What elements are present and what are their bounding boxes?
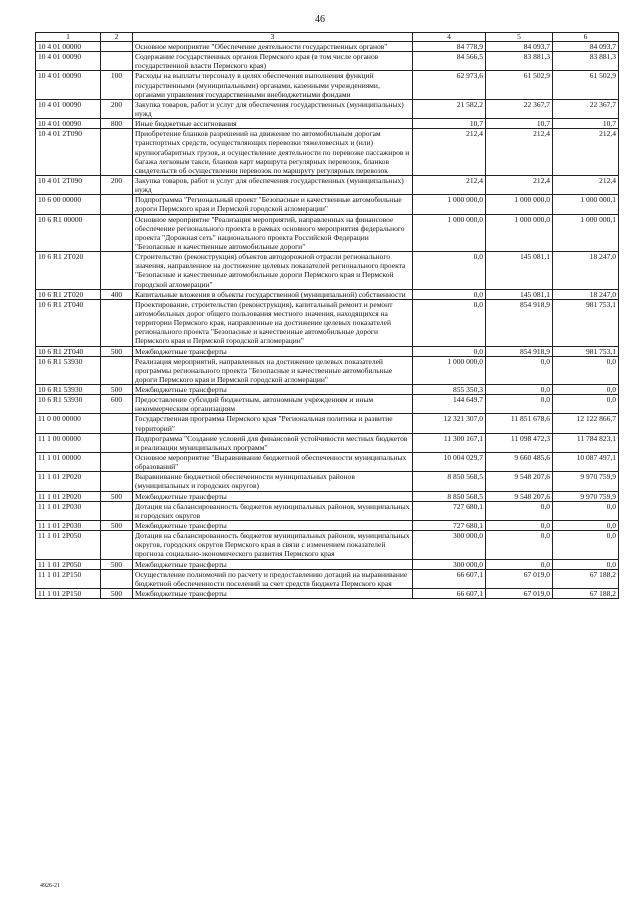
- row-amount-col5: 9 660 485,6: [486, 453, 553, 472]
- row-code-cell: 11 0 00 00000: [36, 414, 101, 433]
- row-amount-col6: 67 188,2: [553, 569, 619, 588]
- row-code-cell: 11 1 01 2Р020: [36, 491, 101, 501]
- row-amount-col5: 9 548 207,6: [486, 472, 553, 491]
- row-amount-col6: 0,0: [553, 521, 619, 531]
- row-amount-col4: 84 778,9: [413, 42, 486, 52]
- table-row: [36, 414, 619, 433]
- row-amount-col5: 0,0: [486, 395, 553, 414]
- row-amount-col4: 8 850 568,5: [413, 491, 486, 501]
- row-amount-col6: 212,4: [553, 175, 619, 194]
- table-row: [36, 453, 619, 472]
- row-amount-col4: 1 000 000,0: [413, 214, 486, 252]
- row-amount-col6: 0,0: [553, 395, 619, 414]
- row-amount-col5: 1 000 000,0: [486, 195, 553, 214]
- row-expense-type-cell: [101, 129, 133, 176]
- row-expense-type-cell: 200: [101, 175, 133, 194]
- row-amount-col5: 10,7: [486, 119, 553, 129]
- row-amount-col6: 22 367,7: [553, 99, 619, 118]
- row-amount-col6: 1 000 000,1: [553, 195, 619, 214]
- row-expense-type-cell: [101, 195, 133, 214]
- column-header: 5: [486, 33, 553, 42]
- row-amount-col6: 212,4: [553, 129, 619, 176]
- row-amount-col4: 727 680,1: [413, 521, 486, 531]
- row-name-cell: Межбюджетные трансферты: [133, 559, 413, 569]
- row-amount-col6: 10 087 497,1: [553, 453, 619, 472]
- row-code-cell: 10 6 R1 2Т020: [36, 289, 101, 299]
- row-expense-type-cell: 600: [101, 395, 133, 414]
- column-header: 4: [413, 33, 486, 42]
- row-expense-type-cell: [101, 433, 133, 452]
- row-amount-col5: 0,0: [486, 356, 553, 384]
- row-amount-col5: 0,0: [486, 521, 553, 531]
- row-name-cell: Дотация на сбалансированность бюджетов муниципальных районов, муниципальных и городских округов: [133, 501, 413, 520]
- row-code-cell: 10 6 R1 53930: [36, 356, 101, 384]
- row-amount-col6: 67 188,2: [553, 589, 619, 599]
- row-amount-col4: 212,4: [413, 129, 486, 176]
- row-amount-col4: 66 607,1: [413, 589, 486, 599]
- row-expense-type-cell: [101, 414, 133, 433]
- row-name-cell: Выравнивание бюджетной обеспеченности муниципальных районов (муниципальных и городских округов): [133, 472, 413, 491]
- table-row: [36, 395, 619, 414]
- row-name-cell: Дотация на сбалансированность бюджетов муниципальных районов, муниципальных округов, городских округов Пермского края в связи с изменением показателей прогноза социально-экономического развития Пермского края: [133, 531, 413, 559]
- row-code-cell: 11 1 01 2Р050: [36, 559, 101, 569]
- row-code-cell: 10 4 01 00090: [36, 119, 101, 129]
- row-amount-col5: 0,0: [486, 531, 553, 559]
- row-code-cell: 10 6 R1 2Т040: [36, 299, 101, 346]
- table-row: [36, 119, 619, 129]
- row-amount-col4: 62 973,6: [413, 71, 486, 99]
- column-header: 6: [553, 33, 619, 42]
- row-code-cell: 10 4 01 2Т090: [36, 175, 101, 194]
- row-code-cell: 10 6 R1 53930: [36, 385, 101, 395]
- row-code-cell: 10 4 01 00090: [36, 52, 101, 71]
- table-row: [36, 559, 619, 569]
- row-name-cell: Основное мероприятие "Реализация мероприятий, направленных на финансовое обеспечение регионального проекта в рамках основного мероприятия федерального проекта "Дорожная сеть" национального проекта Российской Федерации "Безопасные и качественные автомобильные дороги": [133, 214, 413, 252]
- row-amount-col4: 8 850 568,5: [413, 472, 486, 491]
- row-name-cell: Межбюджетные трансферты: [133, 385, 413, 395]
- row-amount-col5: 854 918,9: [486, 299, 553, 346]
- row-name-cell: Межбюджетные трансферты: [133, 491, 413, 501]
- row-expense-type-cell: 200: [101, 99, 133, 118]
- table-body: [36, 33, 619, 599]
- row-name-cell: Межбюджетные трансферты: [133, 521, 413, 531]
- footer-code: 4926-21: [40, 883, 60, 889]
- row-amount-col5: 11 851 678,6: [486, 414, 553, 433]
- row-expense-type-cell: [101, 299, 133, 346]
- row-amount-col4: 11 300 167,1: [413, 433, 486, 452]
- row-name-cell: Предоставление субсидий бюджетным, автономным учреждениям и иным некоммерческим организациям: [133, 395, 413, 414]
- table-row: [36, 491, 619, 501]
- row-amount-col5: 67 019,0: [486, 569, 553, 588]
- row-expense-type-cell: 500: [101, 521, 133, 531]
- table-row: [36, 531, 619, 559]
- row-amount-col4: 66 607,1: [413, 569, 486, 588]
- table-row: [36, 252, 619, 290]
- row-amount-col6: 84 093,7: [553, 42, 619, 52]
- row-code-cell: 11 1 00 00000: [36, 433, 101, 452]
- row-amount-col6: 18 247,0: [553, 289, 619, 299]
- budget-table: [35, 32, 619, 599]
- row-amount-col4: 300 000,0: [413, 559, 486, 569]
- row-name-cell: Закупка товаров, работ и услуг для обеспечения государственных (муниципальных) нужд: [133, 99, 413, 118]
- row-amount-col5: 67 019,0: [486, 589, 553, 599]
- column-header: 2: [101, 33, 133, 42]
- table-row: [36, 99, 619, 118]
- row-amount-col4: 300 000,0: [413, 531, 486, 559]
- row-code-cell: 10 4 01 00000: [36, 42, 101, 52]
- table-row: [36, 71, 619, 99]
- row-amount-col5: 0,0: [486, 559, 553, 569]
- table-row: [36, 289, 619, 299]
- row-name-cell: Капитальные вложения в объекты государственной (муниципальной) собственности: [133, 289, 413, 299]
- row-expense-type-cell: 500: [101, 385, 133, 395]
- row-name-cell: Подпрограмма "Региональный проект "Безопасные и качественные автомобильные дороги Пермского края и Пермской городской агломерации": [133, 195, 413, 214]
- row-expense-type-cell: [101, 569, 133, 588]
- row-expense-type-cell: 400: [101, 289, 133, 299]
- table-row: [36, 129, 619, 176]
- row-expense-type-cell: 100: [101, 71, 133, 99]
- row-name-cell: Содержание государственных органов Пермского края (в том числе органов государственной власти Пермского края): [133, 52, 413, 71]
- row-expense-type-cell: 500: [101, 589, 133, 599]
- row-amount-col6: 0,0: [553, 356, 619, 384]
- row-amount-col4: 0,0: [413, 289, 486, 299]
- row-name-cell: Межбюджетные трансферты: [133, 589, 413, 599]
- row-name-cell: Основное мероприятие "Обеспечение деятельности государственных органов": [133, 42, 413, 52]
- row-amount-col4: 84 566,5: [413, 52, 486, 71]
- row-amount-col4: 0,0: [413, 252, 486, 290]
- row-amount-col5: 22 367,7: [486, 99, 553, 118]
- row-name-cell: Строительство (реконструкция) объектов автодорожной отрасли регионального значения, направленное на достижение целевых показателей регионального проекта "Безопасные и качественные автомобильные дороги Пермского края и Пермской городской агломерации": [133, 252, 413, 290]
- row-code-cell: 11 1 01 2Р030: [36, 521, 101, 531]
- row-amount-col6: 9 970 759,9: [553, 491, 619, 501]
- row-code-cell: 10 6 R1 2Т020: [36, 252, 101, 290]
- row-expense-type-cell: [101, 472, 133, 491]
- row-amount-col6: 18 247,0: [553, 252, 619, 290]
- row-name-cell: Проектирование, строительство (реконструкция), капитальный ремонт и ремонт автомобильных дорог общего пользования местного значения, находящихся на территории Пермского края, направленные на достижение целевых показателей регионального проекта "Безопасные и качественные автомобильные дороги Пермского края и Пермской городской агломерации": [133, 299, 413, 346]
- row-code-cell: 11 1 01 2Р150: [36, 569, 101, 588]
- row-name-cell: Расходы на выплаты персоналу в целях обеспечения выполнения функций государственными (муниципальными) органами, казенными учреждениями, органами управления государственными внебюджетными фондами: [133, 71, 413, 99]
- table-row: [36, 589, 619, 599]
- row-name-cell: Приобретение бланков разрешений на движение по автомобильным дорогам транспортных средств, осуществляющих перевозки тяжеловесных и (или) крупногабаритных грузов, и осуществление деятельности по перевозке пассажиров и багажа легковым такси, бланков карт маршрута регулярных перевозок, бланков свидетельств об осуществлении перевозок по маршруту регулярных перевозок: [133, 129, 413, 176]
- row-amount-col4: 10,7: [413, 119, 486, 129]
- row-name-cell: Реализация мероприятий, направленных на достижение целевых показателей программы регионального проекта "Безопасные и качественные автомобильные дороги Пермского края и Пермской городской агломерации": [133, 356, 413, 384]
- page-number: 46: [315, 14, 325, 25]
- row-expense-type-cell: [101, 214, 133, 252]
- row-amount-col6: 61 502,9: [553, 71, 619, 99]
- row-code-cell: 10 4 01 00090: [36, 99, 101, 118]
- row-amount-col5: 0,0: [486, 501, 553, 520]
- column-header: 3: [133, 33, 413, 42]
- row-name-cell: Межбюджетные трансферты: [133, 346, 413, 356]
- row-expense-type-cell: [101, 453, 133, 472]
- row-expense-type-cell: [101, 356, 133, 384]
- row-amount-col4: 727 680,1: [413, 501, 486, 520]
- table-row: [36, 433, 619, 452]
- row-amount-col6: 0,0: [553, 531, 619, 559]
- table-row: [36, 299, 619, 346]
- row-amount-col6: 0,0: [553, 559, 619, 569]
- row-amount-col4: 144 649,7: [413, 395, 486, 414]
- row-amount-col4: 21 582,2: [413, 99, 486, 118]
- row-name-cell: Подпрограмма "Создание условий для финансовой устойчивости местных бюджетов и реализации муниципальных программ": [133, 433, 413, 452]
- row-expense-type-cell: 500: [101, 559, 133, 569]
- row-amount-col6: 981 753,1: [553, 299, 619, 346]
- row-amount-col4: 855 350,3: [413, 385, 486, 395]
- row-amount-col5: 145 081,1: [486, 289, 553, 299]
- row-amount-col5: 1 000 000,0: [486, 214, 553, 252]
- row-amount-col4: 1 000 000,0: [413, 356, 486, 384]
- table-row: [36, 52, 619, 71]
- row-amount-col6: 981 753,1: [553, 346, 619, 356]
- row-amount-col6: 12 122 866,7: [553, 414, 619, 433]
- row-amount-col5: 11 098 472,3: [486, 433, 553, 452]
- row-code-cell: 10 4 01 2Т090: [36, 129, 101, 176]
- row-name-cell: Иные бюджетные ассигнования: [133, 119, 413, 129]
- row-expense-type-cell: 500: [101, 346, 133, 356]
- row-amount-col4: 10 004 029,7: [413, 453, 486, 472]
- row-name-cell: Государственная программа Пермского края "Региональная политика и развитие территорий": [133, 414, 413, 433]
- column-number-row: [36, 33, 619, 42]
- row-amount-col6: 0,0: [553, 501, 619, 520]
- row-code-cell: 11 1 01 2Р050: [36, 531, 101, 559]
- row-code-cell: 10 6 R1 53930: [36, 395, 101, 414]
- table-row: [36, 385, 619, 395]
- row-code-cell: 11 1 01 00000: [36, 453, 101, 472]
- row-code-cell: 10 6 R1 00000: [36, 214, 101, 252]
- row-code-cell: 10 6 00 00000: [36, 195, 101, 214]
- row-name-cell: Закупка товаров, работ и услуг для обеспечения государственных (муниципальных) нужд: [133, 175, 413, 194]
- row-amount-col6: 0,0: [553, 385, 619, 395]
- row-amount-col6: 83 881,3: [553, 52, 619, 71]
- row-code-cell: 11 1 01 2Р020: [36, 472, 101, 491]
- table-row: [36, 346, 619, 356]
- row-amount-col5: 145 081,1: [486, 252, 553, 290]
- table-row: [36, 195, 619, 214]
- row-amount-col5: 83 881,3: [486, 52, 553, 71]
- table-row: [36, 501, 619, 520]
- row-expense-type-cell: [101, 531, 133, 559]
- row-expense-type-cell: 800: [101, 119, 133, 129]
- row-amount-col6: 1 000 000,1: [553, 214, 619, 252]
- row-amount-col4: 0,0: [413, 299, 486, 346]
- row-amount-col4: 1 000 000,0: [413, 195, 486, 214]
- row-amount-col6: 9 970 759,9: [553, 472, 619, 491]
- table-row: [36, 175, 619, 194]
- row-name-cell: Основное мероприятие "Выравнивание бюджетной обеспеченности муниципальных образований": [133, 453, 413, 472]
- table-row: [36, 214, 619, 252]
- row-amount-col5: 61 502,9: [486, 71, 553, 99]
- row-amount-col6: 11 784 823,1: [553, 433, 619, 452]
- row-amount-col4: 212,4: [413, 175, 486, 194]
- row-amount-col5: 854 918,9: [486, 346, 553, 356]
- row-code-cell: 10 4 01 00090: [36, 71, 101, 99]
- table-row: [36, 521, 619, 531]
- table-row: [36, 42, 619, 52]
- row-expense-type-cell: [101, 52, 133, 71]
- row-code-cell: 11 1 01 2Р030: [36, 501, 101, 520]
- row-code-cell: 11 1 01 2Р150: [36, 589, 101, 599]
- row-amount-col5: 9 548 207,6: [486, 491, 553, 501]
- row-amount-col5: 84 093,7: [486, 42, 553, 52]
- row-amount-col5: 212,4: [486, 129, 553, 176]
- row-amount-col5: 0,0: [486, 385, 553, 395]
- row-code-cell: 10 6 R1 2Т040: [36, 346, 101, 356]
- row-amount-col4: 0,0: [413, 346, 486, 356]
- row-expense-type-cell: [101, 42, 133, 52]
- row-expense-type-cell: [101, 501, 133, 520]
- table-row: [36, 356, 619, 384]
- row-amount-col6: 10,7: [553, 119, 619, 129]
- table-row: [36, 472, 619, 491]
- row-amount-col4: 12 321 307,0: [413, 414, 486, 433]
- row-expense-type-cell: 500: [101, 491, 133, 501]
- table-row: [36, 569, 619, 588]
- row-name-cell: Осуществление полномочий по расчету и предоставлению дотаций на выравнивание бюджетной обеспеченности поселений за счет средств бюджета Пермского края: [133, 569, 413, 588]
- row-amount-col5: 212,4: [486, 175, 553, 194]
- row-expense-type-cell: [101, 252, 133, 290]
- column-header: 1: [36, 33, 101, 42]
